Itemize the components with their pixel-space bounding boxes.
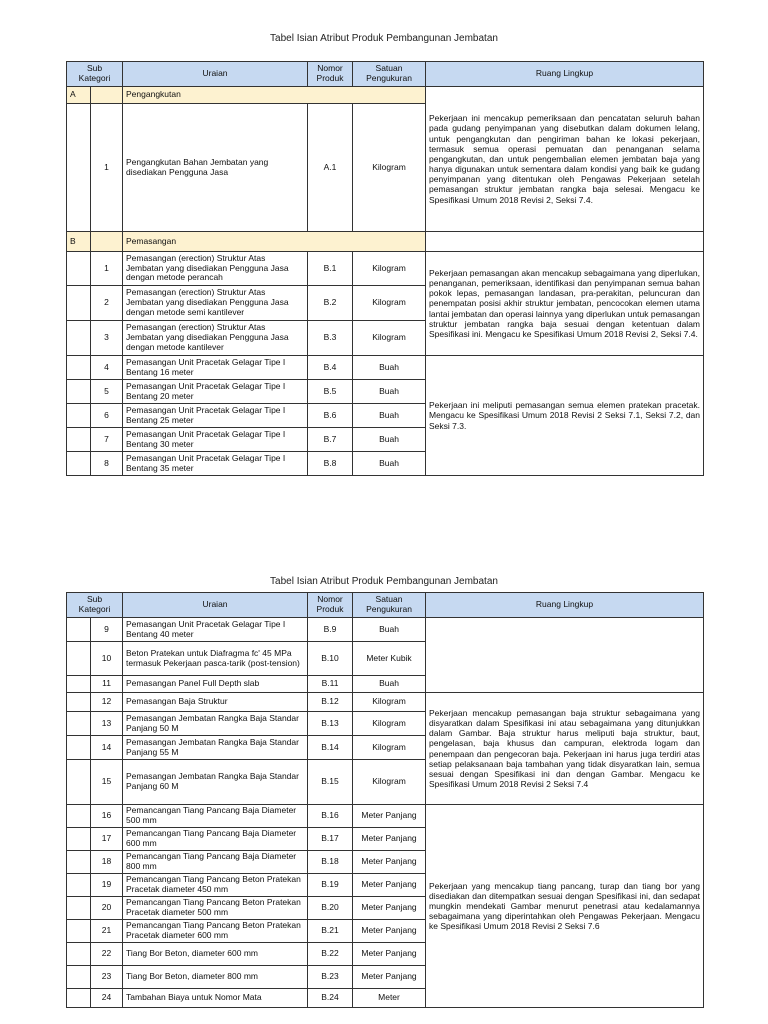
uraian-cell: Tambahan Biaya untuk Nomor Mata [123, 989, 308, 1008]
satuan-cell: Kilogram [353, 712, 426, 736]
table-title-1: Tabel Isian Atribut Produk Pembangunan Jembatan [270, 33, 498, 44]
satuan-cell: Meter Panjang [353, 943, 426, 966]
uraian-cell: Beton Pratekan untuk Diafragma fc' 45 MPa termasuk Pekerjaan pasca-tarik (post-tension) [123, 642, 308, 676]
sub-number: 11 [91, 676, 123, 693]
table-row [67, 805, 704, 828]
attribute-table-2 [66, 592, 704, 1008]
header-uraian: Uraian [123, 593, 308, 618]
nomor-cell: B.21 [308, 920, 353, 943]
uraian-cell: Pemasangan Jembatan Rangka Baja Standar Panjang 50 M [123, 712, 308, 736]
sub-number: 18 [91, 851, 123, 874]
satuan-cell: Meter Panjang [353, 805, 426, 828]
attribute-table-1 [66, 61, 704, 476]
sub-number: 2 [91, 286, 123, 321]
satuan-cell: Meter Kubik [353, 642, 426, 676]
header-uraian: Uraian [123, 62, 308, 87]
satuan-cell: Buah [353, 404, 426, 428]
category-row-b [67, 232, 704, 252]
nomor-cell: B.19 [308, 874, 353, 897]
nomor-cell: B.2 [308, 286, 353, 321]
satuan-cell: Kilogram [353, 693, 426, 712]
nomor-cell: B.23 [308, 966, 353, 989]
uraian-cell: Pemasangan Jembatan Rangka Baja Standar Panjang 55 M [123, 736, 308, 760]
header-ruang-lingkup: Ruang Lingkup [426, 62, 704, 87]
nomor-cell: A.1 [308, 104, 353, 232]
uraian-cell: Pemancangan Tiang Pancang Baja Diameter 600 mm [123, 828, 308, 851]
header-ruang-lingkup: Ruang Lingkup [426, 593, 704, 618]
scope-text: Pekerjaan mencakup pemasangan baja struktur sebagaimana yang disyaratkan dalam Spesifikasi ini atau sebagaimana yang ditunjukkan dalam Gambar. Baja struktur harus meliputi baja struktur, baut, pengelasan, baja khusus dan campuran, elektroda logam dan penempaan dan pengecoran baja. Pekerjaan ini harus juga terdiri atas setiap pelaksanaan baja tambahan yang tidak disyaratkan lain, semua sesuai dengan Spesifikasi ini dan dengan Gambar. Mengacu ke Spesifikasi Umum 2018 Revisi 2 Seksi 7.4 [426, 693, 704, 805]
sub-number: 8 [91, 452, 123, 476]
sub-number: 9 [91, 618, 123, 642]
uraian-cell: Pemasangan (erection) Struktur Atas Jembatan yang disediakan Pengguna Jasa dengan metode kantilever [123, 321, 308, 356]
uraian-cell: Pemasangan Unit Pracetak Gelagar Tipe I Bentang 30 meter [123, 428, 308, 452]
satuan-cell: Meter Panjang [353, 897, 426, 920]
sub-number: 5 [91, 380, 123, 404]
nomor-cell: B.7 [308, 428, 353, 452]
satuan-cell: Buah [353, 676, 426, 693]
header-nomor-produk: Nomor Produk [308, 593, 353, 618]
category-code: B [67, 232, 91, 252]
uraian-cell: Pemancangan Tiang Pancang Baja Diameter 500 mm [123, 805, 308, 828]
nomor-cell: B.5 [308, 380, 353, 404]
nomor-cell: B.4 [308, 356, 353, 380]
header-sub-kategori: Sub Kategori [67, 62, 123, 87]
category-code: A [67, 87, 91, 104]
satuan-cell: Kilogram [353, 736, 426, 760]
uraian-cell: Pemancangan Tiang Pancang Beton Pratekan Pracetak diameter 450 mm [123, 874, 308, 897]
satuan-cell: Kilogram [353, 252, 426, 286]
header-nomor-produk: Nomor Produk [308, 62, 353, 87]
sub-number: 7 [91, 428, 123, 452]
uraian-cell: Pemasangan Panel Full Depth slab [123, 676, 308, 693]
nomor-cell: B.24 [308, 989, 353, 1008]
header-satuan: Satuan Pengukuran [353, 593, 426, 618]
satuan-cell: Meter Panjang [353, 828, 426, 851]
nomor-cell: B.15 [308, 760, 353, 805]
sub-number: 21 [91, 920, 123, 943]
satuan-cell: Meter Panjang [353, 874, 426, 897]
table-row [67, 618, 704, 642]
nomor-cell: B.8 [308, 452, 353, 476]
scope-text: Pekerjaan yang mencakup tiang pancang, turap dan tiang bor yang disediakan dan ditempatkan sesuai dengan Spesifikasi ini, dan sedapat mungkin mendekati Gambar menurut penetrasi atau kedalamannya sebagaimana yang diperintahkan oleh Pengawas Pekerjaan. Mengacu ke Spesifikasi Umum 2018 Revisi 2 Seksi 7.6 [426, 805, 704, 1008]
uraian-cell: Pemasangan Unit Pracetak Gelagar Tipe I Bentang 25 meter [123, 404, 308, 428]
table-row [67, 693, 704, 712]
category-row-a [67, 87, 704, 104]
scope-text: Pekerjaan ini mencakup pemeriksaan dan pencatatan seluruh bahan pada gudang penyimpanan yang disebutkan dalam dokumen lelang, untuk pengangkutan dan pengiriman bahan ke lokasi pekerjaan, termasuk semua operasi pemuatan dan penanganan selama pengangkutan, dan untuk pengembalian elemen jembatan baja yang hanya digunakan untuk sementara dalam kondisi yang baik ke gudang penyimpanan yang ditentukan oleh Pengawas Pekerjaan setelah pemasangan struktur jembatan rangka baja selesai. Mengacu ke Spesifikasi Umum 2018 Revisi 2, Seksi 7.4. [426, 87, 704, 232]
uraian-cell: Pemasangan Jembatan Rangka Baja Standar Panjang 60 M [123, 760, 308, 805]
uraian-cell: Pengangkutan Bahan Jembatan yang disediakan Pengguna Jasa [123, 104, 308, 232]
satuan-cell: Kilogram [353, 760, 426, 805]
uraian-cell: Pemancangan Tiang Pancang Beton Pratekan Pracetak diameter 600 mm [123, 920, 308, 943]
scope-text: Pekerjaan pemasangan akan mencakup sebagaimana yang diperlukan, penanganan, pemeriksaan, identifikasi dan penyimpanan semua bahan pokok lepas, pemasangan landasan, pra-perakitan, peluncuran dan penempatan posisi akhir struktur jembatan, pencocokan elemen utama lantai jembatan dan operasi lainnya yang diperlukan untuk pemasangan struktur jembatan rangka baja sesuai dengan ketentuan dalam Spesifikasi ini. Mengacu ke Spesifikasi Umum 2018 Revisi 2, Seksi 7.4. [426, 252, 704, 356]
satuan-cell: Meter Panjang [353, 966, 426, 989]
uraian-cell: Pemasangan Unit Pracetak Gelagar Tipe I Bentang 40 meter [123, 618, 308, 642]
scope-text: Pekerjaan ini meliputi pemasangan semua elemen pratekan pracetak. Mengacu ke Spesifikasi Umum 2018 Revisi 2 Seksi 7.1, Seksi 7.2, dan Seksi 7.3. [426, 356, 704, 476]
satuan-cell: Buah [353, 380, 426, 404]
nomor-cell: B.13 [308, 712, 353, 736]
sub-number: 17 [91, 828, 123, 851]
category-spacer [91, 87, 123, 104]
sub-number: 1 [91, 252, 123, 286]
uraian-cell: Tiang Bor Beton, diameter 600 mm [123, 943, 308, 966]
sub-number: 13 [91, 712, 123, 736]
nomor-cell: B.6 [308, 404, 353, 428]
sub-number: 10 [91, 642, 123, 676]
nomor-cell: B.14 [308, 736, 353, 760]
satuan-cell: Kilogram [353, 321, 426, 356]
sub-number: 24 [91, 989, 123, 1008]
nomor-cell: B.12 [308, 693, 353, 712]
uraian-cell: Pemasangan Baja Struktur [123, 693, 308, 712]
category-label: Pemasangan [123, 232, 426, 252]
satuan-cell: Kilogram [353, 286, 426, 321]
sub-number: 22 [91, 943, 123, 966]
uraian-cell: Tiang Bor Beton, diameter 800 mm [123, 966, 308, 989]
nomor-cell: B.9 [308, 618, 353, 642]
uraian-cell: Pemasangan (erection) Struktur Atas Jembatan yang disediakan Pengguna Jasa dengan metode semi kantilever [123, 286, 308, 321]
sub-number: 14 [91, 736, 123, 760]
nomor-cell: B.3 [308, 321, 353, 356]
nomor-cell: B.1 [308, 252, 353, 286]
uraian-cell: Pemancangan Tiang Pancang Beton Pratekan Pracetak diameter 500 mm [123, 897, 308, 920]
uraian-cell: Pemasangan (erection) Struktur Atas Jembatan yang disediakan Pengguna Jasa dengan metode perancah [123, 252, 308, 286]
sub-number: 6 [91, 404, 123, 428]
sub-number: 1 [91, 104, 123, 232]
satuan-cell: Buah [353, 356, 426, 380]
table-title-2: Tabel Isian Atribut Produk Pembangunan Jembatan [270, 576, 498, 587]
sub-number: 3 [91, 321, 123, 356]
header-row [67, 62, 704, 87]
sub-number: 16 [91, 805, 123, 828]
nomor-cell: B.10 [308, 642, 353, 676]
uraian-cell: Pemancangan Tiang Pancang Baja Diameter 800 mm [123, 851, 308, 874]
satuan-cell: Buah [353, 452, 426, 476]
satuan-cell: Meter [353, 989, 426, 1008]
nomor-cell: B.11 [308, 676, 353, 693]
header-row [67, 593, 704, 618]
nomor-cell: B.18 [308, 851, 353, 874]
nomor-cell: B.20 [308, 897, 353, 920]
table-row [67, 356, 704, 380]
header-satuan: Satuan Pengukuran [353, 62, 426, 87]
nomor-cell: B.16 [308, 805, 353, 828]
scope-empty [426, 618, 704, 693]
sub-number: 12 [91, 693, 123, 712]
uraian-cell: Pemasangan Unit Pracetak Gelagar Tipe I Bentang 16 meter [123, 356, 308, 380]
satuan-cell: Buah [353, 618, 426, 642]
sub-number: 4 [91, 356, 123, 380]
uraian-cell: Pemasangan Unit Pracetak Gelagar Tipe I Bentang 20 meter [123, 380, 308, 404]
table-row [67, 252, 704, 286]
sub-number: 20 [91, 897, 123, 920]
nomor-cell: B.22 [308, 943, 353, 966]
satuan-cell: Meter Panjang [353, 920, 426, 943]
category-label: Pengangkutan [123, 87, 426, 104]
satuan-cell: Kilogram [353, 104, 426, 232]
satuan-cell: Buah [353, 428, 426, 452]
sub-number: 19 [91, 874, 123, 897]
sub-number: 15 [91, 760, 123, 805]
nomor-cell: B.17 [308, 828, 353, 851]
uraian-cell: Pemasangan Unit Pracetak Gelagar Tipe I Bentang 35 meter [123, 452, 308, 476]
satuan-cell: Meter Panjang [353, 851, 426, 874]
header-sub-kategori: Sub Kategori [67, 593, 123, 618]
category-spacer [91, 232, 123, 252]
sub-number: 23 [91, 966, 123, 989]
